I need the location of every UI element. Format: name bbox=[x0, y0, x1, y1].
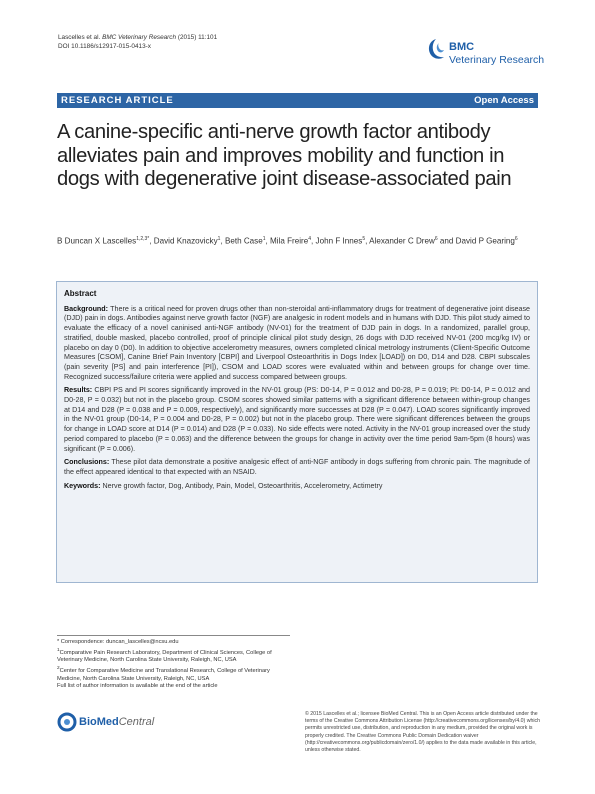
author-name: David P Gearing bbox=[455, 236, 515, 246]
abstract-box bbox=[56, 281, 538, 583]
affiliation-text: Comparative Pain Research Laboratory, Department of Clinical Sciences, College of Veterinary Medicine, North Carolina State University, Raleigh, NC, USA bbox=[57, 649, 272, 664]
abstract-heading: Abstract bbox=[64, 289, 97, 298]
correspondence-note: * Correspondence: duncan_lascelles@ncsu.edu bbox=[57, 639, 179, 645]
journal-logo bbox=[425, 35, 545, 75]
journal-logo-brand: BMC bbox=[449, 41, 475, 53]
license-statement: © 2015 Lascelles et al.; licensee BioMed Central. This is an Open Access article distributed under the terms of the Creative Commons Attribution License (http://creativecommons.org/licenses/by/4.0) which permits unrestricted use, distribution, and reproduction in any medium, provided the original work is properly credited. The Creative Commons Public Domain Dedication waiver (http://creativecommons.org/publicdomain/zero/1.0/) applies to the data made available in this article, unless otherwise stated. bbox=[305, 711, 540, 754]
citation-journal: BMC Veterinary Research bbox=[102, 34, 177, 41]
citation-header bbox=[58, 33, 217, 51]
abstract-conclusions bbox=[64, 458, 530, 477]
publisher-logo-bio: BioMed bbox=[79, 716, 119, 728]
abstract-keywords-label: Keywords: bbox=[64, 481, 101, 490]
journal-logo-name: Veterinary Research bbox=[449, 54, 545, 66]
publisher-logo bbox=[57, 712, 177, 732]
author-name: Alexander C Drew bbox=[369, 236, 435, 246]
author-name: David Knazovicky bbox=[153, 236, 218, 246]
author-affiliation-mark: 4 bbox=[308, 236, 312, 242]
open-access-label: Open Access bbox=[474, 95, 534, 106]
footnotes bbox=[57, 639, 292, 691]
biomed-central-icon bbox=[57, 712, 77, 732]
affiliation-text: Center for Comparative Medicine and Translational Research, College of Veterinary Medicine, North Carolina State University, Raleigh, NC, USA bbox=[57, 667, 270, 682]
author-name: B Duncan X Lascelles bbox=[57, 236, 137, 246]
publisher-logo-text bbox=[79, 716, 154, 728]
abstract-background bbox=[64, 305, 530, 383]
author-name: Mila Freire bbox=[270, 236, 309, 246]
abstract-background-label: Background: bbox=[64, 304, 109, 313]
author-affiliation-mark: 6 bbox=[434, 236, 438, 242]
author-info-note: Full list of author information is available at the end of the article bbox=[57, 683, 218, 690]
publisher-logo-central: Central bbox=[118, 716, 155, 728]
affiliation-1 bbox=[57, 647, 292, 665]
affiliation-mark: 1 bbox=[57, 647, 60, 653]
author-affiliation-mark: 5 bbox=[362, 236, 366, 242]
abstract-conclusions-label: Conclusions: bbox=[64, 458, 110, 467]
author-affiliation-mark: 1 bbox=[217, 236, 221, 242]
article-title: A canine-specific anti-nerve growth factor antibody alleviates pain and improves mobility and function in dogs with degenerative joint disease-associated pain bbox=[57, 121, 512, 190]
bmc-swirl-icon bbox=[425, 37, 447, 63]
abstract-background-text: There is a critical need for proven drugs other than non-steroidal anti-inflammatory drugs for treatment of degenerative joint disease (DJD) pain in dogs. Antibodies against nerve growth factor (NGF) are analgesic in rodent models and in humans with DJD. This pilot study aimed to evaluate the efficacy of a novel caninised anti-NGF antibody (NV-01) for the treatment of DJD pain in dogs. In a randomized, parallel group, stratified, double masked, placebo controlled, proof of principle clinical pilot study design, 26 dogs with DJD received NV-01 (200 mcg/kg IV) or placebo on day 0 (D0). In addition to objective accelerometry measures, owners completed clinical metrology instruments (Client-Specific Outcome Measures [CSOM], Canine Brief Pain Inventory [CBPI] and Liverpool Osteoarthritis in Dogs Index [LOAD]) on D0, D14 and D28. CBPI subscales (pain severity [PS] and pain interference [PI]), CSOM and LOAD scores were evaluated within and between groups for change over time. Recognized success/failure criteria were applied and success compared between groups. bbox=[64, 304, 531, 381]
affiliation-2 bbox=[57, 665, 292, 683]
citation-year-volume: (2015) 11:101 bbox=[177, 34, 218, 41]
abstract-conclusions-text: These pilot data demonstrate a positive analgesic effect of anti-NGF antibody in dogs suffering from chronic pain. The magnitude of the effect appeared identical to that expected with an NSAID. bbox=[64, 458, 530, 476]
author-affiliation-mark: 1,2,3* bbox=[136, 236, 150, 242]
author-affiliation-mark: 1 bbox=[262, 236, 266, 242]
author-name: Beth Case bbox=[224, 236, 263, 246]
author-name: John F Innes bbox=[315, 236, 363, 246]
article-type-label: RESEARCH ARTICLE bbox=[61, 95, 174, 106]
abstract-results-text: CBPI PS and PI scores significantly improved in the NV-01 group (PS: D0-14, P = 0.012 and D0-28, P = 0.019; PI: D0-14, P = 0.012 and D0-28, P = 0.032) but not in the placebo group. CSOM scores showed similar patterns with a significant difference between within-group changes at D14 and D28 (P = 0.038 and P = 0.009, respectively), and significantly more successes at D28 (P = 0.047). LOAD scores significantly improved in the NV-01 group (D0-14, P = 0.004 and D0-28, P = 0.002) but not in the placebo group. There were significant differences between the groups for change in LOAD score at D14 (P = 0.014) and D28 (P = 0.033). No side effects were noted. Activity in the NV-01 group increased over the study period compared to placebo (P = 0.063) and the difference between the groups for change in activity over the time period 9am-5pm (8 hours) was significant (P = 0.006). bbox=[64, 386, 530, 453]
author-affiliation-mark: 6 bbox=[514, 236, 518, 242]
abstract-keywords-text: Nerve growth factor, Dog, Antibody, Pain, Model, Osteoarthritis, Accelerometry, Actimetry bbox=[102, 481, 383, 490]
citation-authors: Lascelles et al. bbox=[58, 34, 101, 41]
abstract-results bbox=[64, 386, 530, 454]
article-type-banner bbox=[57, 93, 538, 108]
abstract-results-label: Results: bbox=[64, 386, 93, 395]
footnote-divider bbox=[57, 635, 290, 636]
citation-doi: DOI 10.1186/s12917-015-0413-x bbox=[58, 43, 151, 50]
author-list: B Duncan X Lascelles$^{1,2,3*}$, David Knazovicky$^1$, Beth Case$^1$, Mila Freire$^4$, John F Innes$^5$, Alexander C Drew$^6$ and David P Gearing$^6$ bbox=[57, 236, 518, 246]
affiliation-mark: 2 bbox=[57, 666, 60, 671]
abstract-keywords bbox=[64, 482, 530, 492]
